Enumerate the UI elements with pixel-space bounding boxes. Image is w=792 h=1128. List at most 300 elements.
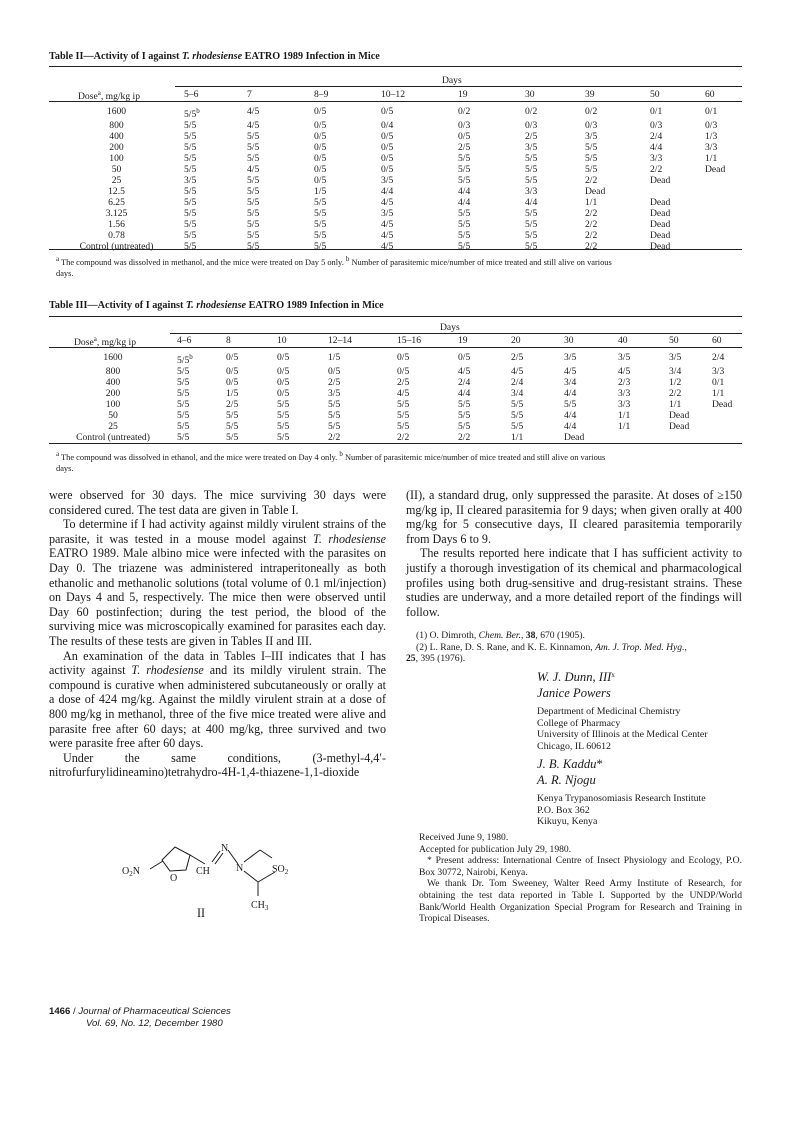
value-cell: 4/5 <box>564 366 577 377</box>
table-row <box>49 241 742 252</box>
value-cell: Dead <box>705 164 726 175</box>
affiliation-line: Kikuyu, Kenya <box>537 816 598 828</box>
table-row <box>49 208 742 219</box>
table2-body <box>49 106 742 252</box>
value-cell: 3/5 <box>669 352 682 363</box>
value-cell: Dead <box>650 219 671 230</box>
author-2: Janice Powers <box>537 686 611 700</box>
value-cell: 0/2 <box>458 106 471 117</box>
value-cell: 0/5 <box>226 352 239 363</box>
value-cell: 4/5 <box>511 366 524 377</box>
value-cell: 0/2 <box>525 106 538 117</box>
value-cell: 0/5 <box>381 106 394 117</box>
value-cell: 2/2 <box>585 219 598 230</box>
value-cell: 5/5 <box>525 208 538 219</box>
journal-volume: Vol. 69, No. 12, December 1980 <box>86 1017 223 1029</box>
dose-cell: 200 <box>109 142 124 153</box>
ref2-authors: (2) L. Rane, D. S. Rane, and K. E. Kinnamon, <box>416 641 596 653</box>
left-para-3-species: T. rhodesiense <box>131 663 204 678</box>
value-cell: 5/5 <box>247 142 260 153</box>
sulfone-label: $SO_2$ <box>272 864 289 876</box>
table-row <box>49 120 742 131</box>
imine-n-label: N <box>221 843 229 854</box>
acknowledgment: We thank Dr. Tom Sweeney, Walter Reed Army Institute of Research, for obtaining the test data reported in Table I. Supported by the UNDP/World Bank/World Health Organization Special Program for Research and Training in Tropical Diseases. <box>419 878 742 925</box>
value-cell: 5/5 <box>247 197 260 208</box>
value-cell: 5/5 <box>177 432 190 443</box>
value-cell: 5/5 <box>328 421 341 432</box>
t2-col-header: 50 <box>650 89 660 100</box>
value-cell: 3/5 <box>618 352 631 363</box>
ref1-journal: Chem. Ber. <box>478 630 521 641</box>
table3-footnote <box>56 449 742 474</box>
furan-ring <box>162 847 190 871</box>
value-cell: 2/2 <box>328 432 341 443</box>
table2-dose-unit: , mg/kg ip <box>100 91 141 102</box>
value-cell: 2/4 <box>712 352 725 363</box>
t2-col-header: 19 <box>458 89 468 100</box>
value-cell: Dead <box>712 399 733 410</box>
affiliation-1 <box>537 706 708 752</box>
received-date: Received June 9, 1980. <box>419 832 509 843</box>
value-cell: 5/5 <box>177 388 190 399</box>
t3-col-header: 12–14 <box>328 335 352 346</box>
table2-header-rule <box>49 101 742 102</box>
table2-footnote-a-mark: a <box>56 255 60 263</box>
value-cell: 0/5 <box>381 131 394 142</box>
value-cell: 5/5 <box>184 120 197 131</box>
value-cell: 5/5 <box>525 153 538 164</box>
value-cell: 3/5 <box>585 131 598 142</box>
table2-bottom-rule <box>49 249 742 250</box>
value-cell: 5/5 <box>525 219 538 230</box>
value-cell: 5/5 <box>397 421 410 432</box>
table-row <box>49 399 742 410</box>
affiliation-line: Kenya Trypanosomiasis Research Institute <box>537 793 706 804</box>
value-cell: 4/5 <box>397 388 410 399</box>
table3-header-rule <box>49 347 742 348</box>
left-para-2-a: To determine if I had activity against mildly virulent strains of the parasite, it was tested in a mouse model against <box>49 517 386 546</box>
footnote-mark: b <box>196 107 200 115</box>
nitro-group-label: $O_2N$ <box>122 866 140 878</box>
value-cell: 4/5 <box>381 241 394 252</box>
value-cell: Dead <box>669 410 690 421</box>
table2-caption-suffix: EATRO 1989 Infection in Mice <box>242 51 380 62</box>
value-cell: 0/2 <box>585 106 598 117</box>
affiliation-2 <box>537 793 706 828</box>
value-cell: 5/5 <box>247 131 260 142</box>
ch-label: CH <box>196 866 210 877</box>
t2-col-header: 5–6 <box>184 89 199 100</box>
value-cell: 3/3 <box>525 186 538 197</box>
value-cell: 5/5 <box>314 208 327 219</box>
value-cell: 2/2 <box>585 175 598 186</box>
value-cell: 0/5 <box>458 131 471 142</box>
value-cell: 0/3 <box>458 120 471 131</box>
table3-footnote-a: The compound was dissolved in ethanol, and the mice were treated on Day 4 only. <box>59 453 340 462</box>
table3-caption-species: T. rhodesiense <box>185 300 247 311</box>
ref1-authors: (1) O. Dimroth, <box>416 630 479 641</box>
dose-cell: 0.78 <box>108 230 125 241</box>
value-cell: 5/5 <box>177 421 190 432</box>
value-cell: 5/5 <box>184 153 197 164</box>
value-cell: 4/4 <box>458 197 471 208</box>
value-cell: 3/5 <box>381 208 394 219</box>
dose-cell: 1600 <box>106 106 127 117</box>
value-cell: 1/1 <box>618 410 631 421</box>
value-cell: 4/4 <box>381 186 394 197</box>
value-cell: 0/5 <box>397 352 410 363</box>
value-cell: 5/5 <box>314 219 327 230</box>
table3-footnote-a-mark: a <box>56 450 60 458</box>
value-cell: 5/5 <box>184 197 197 208</box>
value-cell: 4/5 <box>618 366 631 377</box>
value-cell: 4/4 <box>564 421 577 432</box>
value-cell: 5/5 <box>247 175 260 186</box>
table2-caption-species: T. rhodesiense <box>181 51 243 62</box>
value-cell: 5/5 <box>277 432 290 443</box>
value-cell: 1/1 <box>669 399 682 410</box>
value-cell: 5/5 <box>564 399 577 410</box>
dose-cell: 25 <box>111 175 122 186</box>
accepted-date: Accepted for publication July 29, 1980. <box>419 843 572 855</box>
value-cell: 4/4 <box>564 410 577 421</box>
value-cell: 0/5 <box>328 366 341 377</box>
table3-footnote-end: days. <box>56 463 74 473</box>
value-cell: 5/5 <box>585 164 598 175</box>
author-1-mark: x <box>611 671 615 679</box>
value-cell: 5/5 <box>184 142 197 153</box>
left-para-3-a: An examination of the data in Tables I–III indicates that I has activity against <box>49 648 386 678</box>
value-cell: 1/1 <box>705 153 718 164</box>
value-cell: 1/5 <box>226 388 239 399</box>
value-cell: 3/3 <box>650 153 663 164</box>
t2-col-header: 60 <box>705 89 715 100</box>
value-cell: 2/2 <box>669 388 682 399</box>
value-cell: 0/5 <box>314 164 327 175</box>
value-cell: 0/5 <box>458 352 471 363</box>
value-cell: 0/5 <box>381 164 394 175</box>
value-cell: 0/1 <box>712 377 725 388</box>
table-row <box>49 230 742 241</box>
value-cell: 5/5 <box>511 421 524 432</box>
table3-caption-suffix: EATRO 1989 Infection in Mice <box>246 300 384 311</box>
value-cell: 5/5 <box>458 421 471 432</box>
value-cell: 0/5 <box>381 142 394 153</box>
left-column <box>49 488 386 780</box>
value-cell: 0/3 <box>525 120 538 131</box>
value-cell: 0/1 <box>705 106 718 117</box>
dose-cell: 1600 <box>103 352 123 363</box>
t2-col-header: 39 <box>585 89 595 100</box>
value-cell: 2/5 <box>458 142 471 153</box>
value-cell: 2/5 <box>397 377 410 388</box>
table2-dose-sup: a <box>97 89 101 97</box>
value-cell: 0/5 <box>226 377 239 388</box>
table2-days-rule <box>175 86 742 87</box>
dose-cell: 50 <box>111 164 122 175</box>
value-cell: 3/5 <box>328 388 341 399</box>
reference-1: (1) O. Dimroth, Chem. Ber., 38, 670 (1905). <box>416 630 585 641</box>
table3-dose-sup: a <box>93 335 97 343</box>
t3-col-header: 60 <box>712 335 722 346</box>
value-cell: 4/4 <box>650 142 663 153</box>
value-cell: 0/5 <box>314 142 327 153</box>
value-cell: 5/5 <box>525 241 538 252</box>
t2-col-header: 8–9 <box>314 89 329 100</box>
left-para-2 <box>49 517 386 648</box>
value-cell: 3/5 <box>564 352 577 363</box>
ref2-journal: Am. J. Trop. Med. Hyg. <box>595 641 685 653</box>
value-cell: 4/5 <box>381 230 394 241</box>
table3-top-rule <box>49 316 742 317</box>
value-cell: 5/5 <box>184 131 197 142</box>
author-1 <box>537 670 615 685</box>
t3-col-header: 40 <box>618 335 628 346</box>
value-cell: 4/4 <box>564 388 577 399</box>
value-cell: 5/5 <box>184 164 197 175</box>
author-3 <box>537 757 603 772</box>
value-cell: 5/5 <box>458 241 471 252</box>
ref2-volume: 25 <box>406 653 416 664</box>
value-cell: 0/3 <box>585 120 598 131</box>
value-cell: 4/5 <box>247 120 260 131</box>
ref1-volume: 38 <box>525 630 536 641</box>
furan-oxygen-label: O <box>170 873 178 884</box>
value-cell: 5/5 <box>226 432 239 443</box>
value-cell: 0/3 <box>650 120 663 131</box>
value-cell: 2/2 <box>585 230 598 241</box>
value-cell: 0/5 <box>314 131 327 142</box>
table-row <box>49 164 742 175</box>
value-cell: Dead <box>650 208 671 219</box>
value-cell: 5/5 <box>585 153 598 164</box>
table-row <box>49 106 742 120</box>
value-cell <box>712 432 742 443</box>
value-cell: 5/5 <box>458 219 471 230</box>
compound-ii-label: II <box>197 906 206 920</box>
table-row <box>49 410 742 421</box>
value-cell: 5/5 <box>177 399 190 410</box>
t3-col-header: 4–6 <box>177 335 192 346</box>
value-cell: 5/5 <box>458 208 471 219</box>
t3-col-header: 10 <box>277 335 287 346</box>
table-row <box>49 421 742 432</box>
right-para-2: The results reported here indicate that I has sufficient activity to justify a thorough investigation of its chemical and pharmacological profiles using both drug-sensitive and drug-resistant strains. These studies are underway, and a more detailed report of the findings will follow. <box>406 546 742 619</box>
references <box>406 630 742 665</box>
t3-col-header: 15–16 <box>397 335 421 346</box>
table2-top-rule <box>49 66 742 67</box>
value-cell: 5/5 <box>397 399 410 410</box>
page-footer <box>49 1006 231 1029</box>
t3-col-header: 50 <box>669 335 679 346</box>
affiliation-line: College of Pharmacy <box>537 717 621 729</box>
table3-dose-label: Dose <box>74 337 94 348</box>
ring-n-label: N <box>236 863 244 874</box>
value-cell: 5/5 <box>525 175 538 186</box>
value-cell: 4/5 <box>247 106 260 117</box>
value-cell <box>705 241 742 252</box>
value-cell: 0/5 <box>314 120 327 131</box>
value-cell: 0/5 <box>277 352 290 363</box>
value-cell: 3/3 <box>618 388 631 399</box>
value-cell: 5/5 <box>277 410 290 421</box>
value-cell: 5/5$^b$ <box>177 353 193 366</box>
value-cell: 5/5 <box>184 219 197 230</box>
value-cell: 2/4 <box>511 377 524 388</box>
left-para-3 <box>49 649 386 751</box>
dose-cell: 400 <box>109 131 124 142</box>
value-cell: 2/2 <box>397 432 410 443</box>
value-cell: 3/5 <box>184 175 197 186</box>
value-cell: 4/5 <box>381 219 394 230</box>
value-cell: 2/5 <box>328 377 341 388</box>
value-cell: 5/5 <box>247 230 260 241</box>
value-cell: 4/5 <box>458 366 471 377</box>
value-cell: Dead <box>585 186 606 197</box>
value-cell <box>669 432 712 443</box>
value-cell <box>705 208 742 219</box>
journal-name: Journal of Pharmaceutical Sciences <box>78 1006 231 1017</box>
ref2-pages: , 395 (1976). <box>415 653 466 664</box>
value-cell: 5/5 <box>525 164 538 175</box>
author-4: A. R. Njogu <box>537 773 596 787</box>
affiliation-line: Department of Medicinal Chemistry <box>537 706 681 717</box>
dose-cell: 100 <box>109 153 124 164</box>
value-cell: 5/5 <box>247 241 260 252</box>
ref1-pages: , 670 (1905). <box>535 630 585 641</box>
table-row <box>49 432 742 443</box>
value-cell: 5/5 <box>397 410 410 421</box>
table-row <box>49 175 742 186</box>
value-cell: 1/1 <box>585 197 598 208</box>
value-cell <box>712 410 742 421</box>
value-cell: Dead <box>650 230 671 241</box>
table2-footnote <box>56 254 742 279</box>
value-cell: 5/5 <box>277 421 290 432</box>
value-cell: 3/4 <box>564 377 577 388</box>
affiliation-line: University of Illinois at the Medical Center <box>537 729 708 741</box>
footer-separator: / <box>70 1006 79 1017</box>
table-row <box>49 377 742 388</box>
value-cell <box>650 186 705 197</box>
right-para-1: (II), a standard drug, only suppressed the parasite. At doses of ≥150 mg/kg ip, II cleared parasitemia for 9 days; when given orally at 400 mg/kg for 5 consecutive days, II cleared parasitemia temporarily from Days 6 to 9. <box>406 488 742 546</box>
value-cell: 2/5 <box>525 131 538 142</box>
value-cell: 5/5 <box>458 399 471 410</box>
value-cell: 0/5 <box>277 366 290 377</box>
author-3-mark: * <box>596 757 603 771</box>
table2-caption <box>49 51 380 62</box>
value-cell: 2/5 <box>226 399 239 410</box>
table3-days-rule <box>170 333 742 334</box>
value-cell: Dead <box>650 175 671 186</box>
value-cell: 4/4 <box>458 186 471 197</box>
value-cell: 5/5 <box>184 208 197 219</box>
dose-cell: 200 <box>105 388 121 399</box>
value-cell: 2/3 <box>618 377 631 388</box>
value-cell: 1/1 <box>712 388 725 399</box>
value-cell: 5/5 <box>314 197 327 208</box>
dose-cell: 800 <box>105 366 121 377</box>
value-cell: 4/5 <box>247 164 260 175</box>
value-cell: 3/5 <box>525 142 538 153</box>
value-cell: 3/3 <box>618 399 631 410</box>
value-cell <box>705 197 742 208</box>
dose-cell: 50 <box>108 410 118 421</box>
left-para-1: were observed for 30 days. The mice surviving 30 days were considered cured. The test data are given in Table I. <box>49 488 386 517</box>
table-row <box>49 352 742 366</box>
value-cell <box>705 219 742 230</box>
table2-days-label: Days <box>442 75 462 86</box>
footnote-mark: b <box>189 353 193 361</box>
compound-ii-structure <box>120 838 330 918</box>
value-cell: 3/4 <box>669 366 682 377</box>
left-para-4: Under the same conditions, (3-methyl-4,4′-nitrofurfurylidineamino)tetrahydro-4H-1,4-thiazene-1,1-dioxide <box>49 750 386 780</box>
value-cell <box>705 186 742 197</box>
value-cell: 1/5 <box>328 352 341 363</box>
table3-caption <box>49 300 384 311</box>
value-cell: 0/1 <box>650 106 663 117</box>
dose-cell: 800 <box>109 120 124 131</box>
value-cell: 5/5 <box>184 241 197 252</box>
value-cell: 5/5 <box>511 410 524 421</box>
value-cell: 0/5 <box>277 377 290 388</box>
value-cell <box>705 175 742 186</box>
t3-col-header: 20 <box>511 335 521 346</box>
value-cell: 0/5 <box>226 366 239 377</box>
left-para-3-b: and its mildly virulent strain. The compound is curative when administered subcutaneously or orally at a dose of 424 mg/kg. Against the mildly virulent strain at a dose of 800 mg/kg in methanol, three of the five mice treated were alive and parasite free after 60 days; at 400 mg/kg, three survived and two were parasite free after 60 days. <box>49 663 387 751</box>
value-cell: 5/5 <box>177 377 190 388</box>
value-cell: Dead <box>669 421 690 432</box>
value-cell: 2/4 <box>650 131 663 142</box>
value-cell: 0/4 <box>381 120 394 131</box>
t3-col-header: 19 <box>458 335 468 346</box>
value-cell: 5/5 <box>277 399 290 410</box>
table-row <box>49 153 742 164</box>
table-row <box>49 366 742 377</box>
value-cell: 1/5 <box>314 186 327 197</box>
value-cell: 5/5 <box>458 230 471 241</box>
t2-col-header: 30 <box>525 89 535 100</box>
value-cell: 4/5 <box>381 197 394 208</box>
t2-col-header: 7 <box>247 89 252 100</box>
left-para-2-species: T. rhodesiense <box>313 531 386 546</box>
value-cell: 0/5 <box>314 153 327 164</box>
value-cell <box>712 421 742 432</box>
value-cell: 5/5 <box>525 230 538 241</box>
dose-cell: 25 <box>108 421 118 432</box>
affiliation-line: Chicago, IL 60612 <box>537 740 611 752</box>
value-cell: 5/5 <box>314 230 327 241</box>
t3-col-header: 30 <box>564 335 574 346</box>
table2-caption-prefix: Table II—Activity of I against <box>49 51 182 62</box>
table-row <box>49 388 742 399</box>
value-cell: 1/3 <box>705 131 718 142</box>
table3-caption-prefix: Table III—Activity of I against <box>49 300 186 311</box>
value-cell: Dead <box>650 241 671 252</box>
value-cell: 3/4 <box>511 388 524 399</box>
value-cell: 5/5 <box>247 219 260 230</box>
value-cell: 4/4 <box>525 197 538 208</box>
value-cell: 0/5 <box>397 366 410 377</box>
dose-cell: Control (untreated) <box>79 241 154 252</box>
table3-footnote-b-mark: b <box>339 450 343 458</box>
value-cell: 3/5 <box>381 175 394 186</box>
value-cell: 0/5 <box>381 153 394 164</box>
value-cell: 4/4 <box>458 388 471 399</box>
value-cell: 2/5 <box>511 352 524 363</box>
value-cell: 0/5 <box>277 388 290 399</box>
value-cell: 5/5 <box>247 186 260 197</box>
